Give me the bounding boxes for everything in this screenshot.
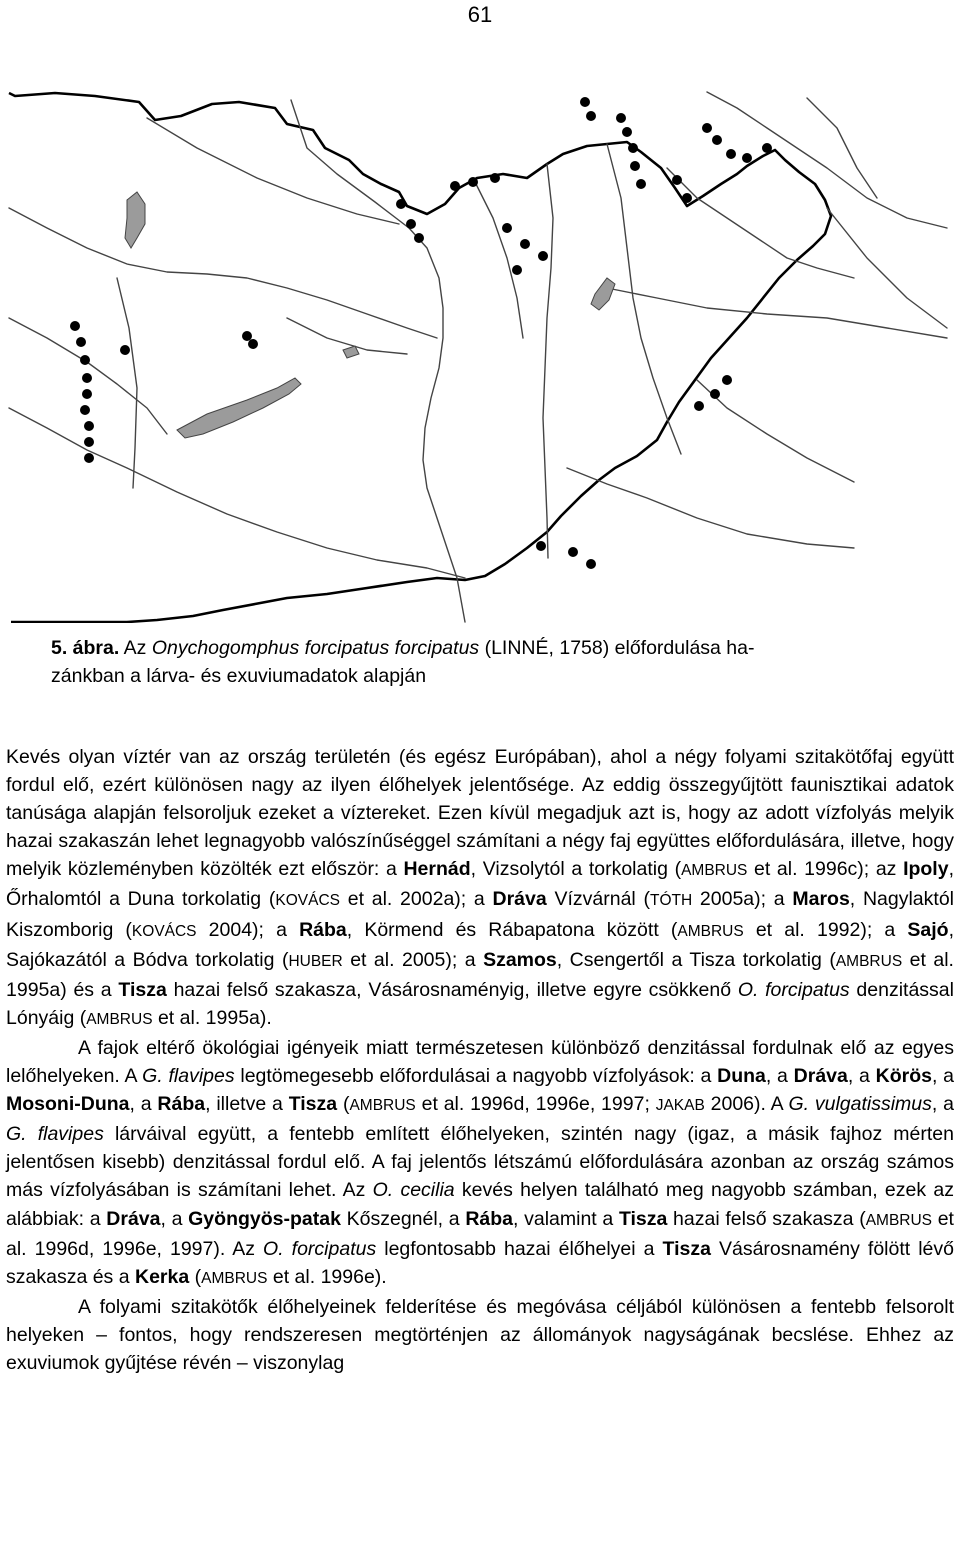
figure-label: 5. ábra.: [51, 637, 120, 659]
paragraph-1: Kevés olyan víztér van az ország területén (és egész Európában), ahol a négy folyami szitakötőfaj együtt fordul elő, ezért különösen nagy az ilyen élőhelyek jelentősége. Az eddig összegyűjtött faunisztikai adatok tanúsága alapján felsoroljuk ezeket a víztereket. Ezen kívül megadjuk azt is, hogy az adott vízfolyás melyik hazai szakaszán lehet legnagyobb valószínűséggel számítani a négy faj együttes előfordulására, illetve, hogy melyik közleményben közölték ezt először: a Hernád, Vizsolytól a torkolatig (AMBRUS et al. 1996c); az Ipoly, Őrhalomtól a Duna torkolatig (KOVÁCS et al. 2002a); a Dráva Vízvárnál (TÓTH 2005a); a Maros, Nagylaktól Kiszomborig (KOVÁCS 2004); a Rába, Körmend és Rábapatona között (AMBRUS et al. 1992); a Sajó, Sajókazától a Bódva torkolatig (HUBER et al. 2005); a Szamos, Csengertől a Tisza torkolatig (AMBRUS et al. 1995a) és a Tisza hazai felső szakasza, Vásárosnaményig, illetve egyre csökkenő O. forcipatus denzitással Lónyáig (AMBRUS et al. 1995a).: [6, 746, 954, 1029]
page-number: 61: [467, 2, 493, 27]
lake-velence: [343, 346, 359, 358]
lake-ferto: [125, 192, 145, 248]
distribution-map: [7, 88, 954, 623]
caption-author: (LINNÉ, 1758) előfordulása ha-: [484, 637, 755, 659]
lake-balaton: [177, 378, 301, 438]
paragraph-2: A fajok eltérő ökológiai igényeik miatt természetesen különböző denzitással fordulnak elő az egyes lelőhelyeken. A G. flavipes legtömegesebb előfordulásai a nagyobb vízfolyások: a Duna, a Dráva, a Körös, a Mosoni-Duna, a Rába, illetve a Tisza (AMBRUS et al. 1996d, 1996e, 1997; JAKAB 2006). A G. vulgatissimus, a G. flavipes lárváival együtt, a fentebb említett élőhelyeken, szintén nagy (igaz, a másik fajhoz mérten jelentősen kisebb) denzitással fordul elő. A faj jelentős létszámú előfordulására azonban az ország számos más vízfolyásában is számítani lehet. Az O. cecilia kevés helyen található meg nagyobb számban, ezek az alábbiak: a Dráva, a Gyöngyös-patak Kőszegnél, a Rába, valamint a Tisza hazai felső szakasza (AMBRUS et al. 1996d, 1996e, 1997). Az O. forcipatus legfontosabb hazai élőhelyei a Tisza Vásárosnamény fölött lévő szakasza és a Kerka (AMBRUS et al. 1996e).: [6, 1036, 955, 1288]
caption-prefix: Az: [123, 637, 147, 659]
river-network: [9, 92, 947, 622]
lake-tisza: [591, 278, 615, 310]
figure-caption: [51, 634, 911, 690]
body-text: [6, 743, 954, 1377]
caption-species: Onychogomphus forcipatus forcipatus: [151, 637, 480, 659]
caption-line-2: zánkban a lárva- és exuviumadatok alapján: [51, 665, 427, 687]
paragraph-3: A folyami szitakötők élőhelyeinek felderítése és megóvása céljából különösen a fentebb felsorolt helyeken – fontos, hogy rendszeresen megtörténjen az állományok nagyságának becslése. Ehhez az exuviumok gyűjtése révén – viszonylag: [6, 1295, 954, 1374]
